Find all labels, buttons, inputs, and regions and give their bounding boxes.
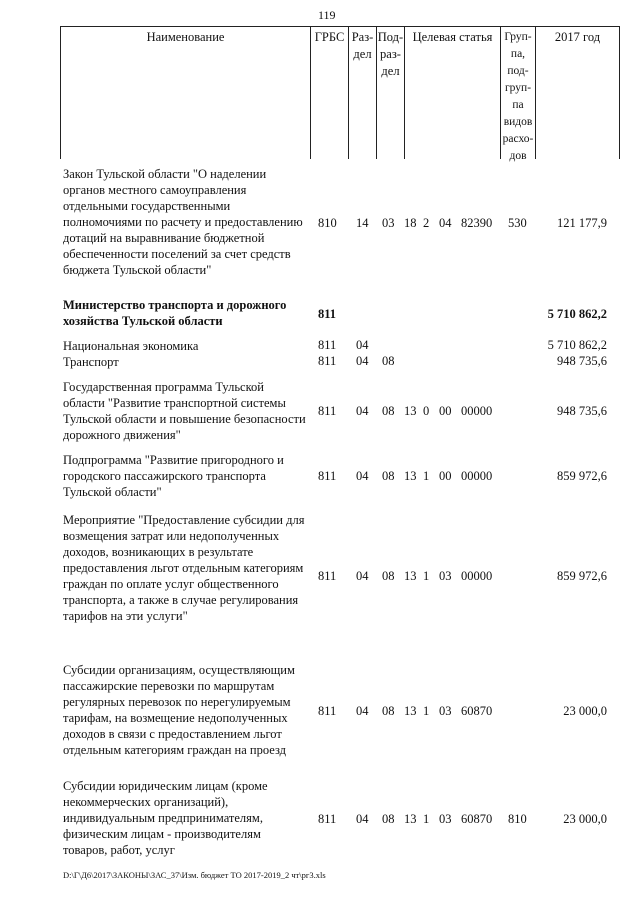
amount-cell: 859 972,6 (557, 469, 607, 483)
target-part4: 00000 (461, 404, 493, 418)
amount-cell: 859 972,6 (557, 569, 607, 583)
target-part1: 13 (404, 404, 417, 418)
razdel-cell: 04 (356, 704, 369, 718)
target-part3: 04 (439, 216, 452, 230)
target-part3: 03 (439, 812, 452, 826)
row-name: Подпрограмма "Развитие пригородного и городского пассажирского транспорта Тульской области" (63, 453, 284, 499)
grbs-cell: 811 (318, 469, 337, 483)
grbs-cell: 810 (318, 216, 337, 230)
header-podrazdel: Под-раз-дел (377, 27, 405, 159)
target-part1: 18 (404, 216, 417, 230)
row-name: Субсидии юридическим лицам (кроме некоммерческих организаций), индивидуальным предпринимателям, физическим лицам - производителям товаров, работ, услуг (63, 779, 268, 857)
page-number: 119 (318, 8, 336, 22)
row-name: Министерство транспорта и дорожного хозяйства Тульской области (63, 298, 287, 328)
razdel-cell: 04 (356, 469, 369, 483)
row-name: Субсидии организациям, осуществляющим пассажирские перевозки по маршрутам регулярных перевозок по нерегулируемым тарифам, на возмещение недополученных доходов в связи с предоставлением льгот отдельным категориям граждан на проезд (63, 663, 295, 757)
amount-cell: 23 000,0 (563, 704, 607, 718)
target-part2: 2 (423, 216, 430, 230)
target-part1: 13 (404, 469, 417, 483)
podrazdel-cell: 08 (382, 354, 395, 368)
podrazdel-cell: 08 (382, 812, 395, 826)
grbs-cell: 811 (318, 704, 337, 718)
row-name: Государственная программа Тульской области "Развитие транспортной системы Тульской области и повышение безопасности дорожного движения" (63, 380, 306, 442)
target-part4: 00000 (461, 569, 493, 583)
target-part4: 00000 (461, 469, 493, 483)
table-header (60, 26, 620, 162)
target-part1: 13 (404, 704, 417, 718)
amount-cell: 5 710 862,2 (547, 338, 607, 352)
target-part2: 1 (423, 469, 430, 483)
header-name: Наименование (61, 27, 311, 159)
target-part4: 82390 (461, 216, 493, 230)
podrazdel-cell: 08 (382, 704, 395, 718)
target-part1: 13 (404, 812, 417, 826)
grbs-cell: 811 (318, 569, 337, 583)
target-part3: 03 (439, 569, 452, 583)
group-cell: 530 (508, 216, 527, 230)
razdel-cell: 14 (356, 216, 369, 230)
target-part2: 1 (423, 812, 430, 826)
razdel-cell: 04 (356, 404, 369, 418)
grbs-cell: 811 (318, 354, 337, 368)
header-year: 2017 год (536, 27, 620, 159)
razdel-cell: 04 (356, 338, 369, 352)
amount-cell: 5 710 862,2 (547, 307, 607, 321)
target-part3: 03 (439, 704, 452, 718)
header-razdel: Раз-дел (349, 27, 377, 159)
razdel-cell: 04 (356, 812, 369, 826)
podrazdel-cell: 08 (382, 569, 395, 583)
amount-cell: 23 000,0 (563, 812, 607, 826)
row-name: Мероприятие "Предоставление субсидии для возмещения затрат или недополученных доходов, возникающих в результате предоставления льгот отдельным категориям граждан по оплате услуг общественного транспорта, а также в случае регулирования тарифов на эти услуги" (63, 513, 305, 623)
row-name: Транспорт (63, 355, 119, 369)
grbs-cell: 811 (318, 307, 337, 321)
row-name: Закон Тульской области "О наделении органов местного самоуправления отдельными государственными полномочиями по расчету и предоставлению дотаций на выравнивание бюджетной обеспеченности поселений за счет средств бюджета Тульской области" (63, 167, 303, 277)
grbs-cell: 811 (318, 404, 337, 418)
target-part2: 1 (423, 569, 430, 583)
amount-cell: 948 735,6 (557, 354, 607, 368)
header-group: Груп-па, под-груп-па видов расхо-дов (501, 27, 536, 159)
podrazdel-cell: 08 (382, 404, 395, 418)
amount-cell: 121 177,9 (557, 216, 607, 230)
row-name: Национальная экономика (63, 339, 199, 353)
header-target: Целевая статья (405, 27, 501, 159)
grbs-cell: 811 (318, 812, 337, 826)
target-part4: 60870 (461, 704, 493, 718)
target-part2: 0 (423, 404, 430, 418)
amount-cell: 948 735,6 (557, 404, 607, 418)
header-grbs: ГРБС (311, 27, 349, 159)
razdel-cell: 04 (356, 354, 369, 368)
group-cell: 810 (508, 812, 527, 826)
podrazdel-cell: 03 (382, 216, 395, 230)
footer-path: D:\Г\Д6\2017\ЗАКОНЫ\ЗАС_37\Изм. бюджет ТО 2017-2019_2 чт\рг3.xls (63, 870, 326, 880)
target-part4: 60870 (461, 812, 493, 826)
target-part2: 1 (423, 704, 430, 718)
target-part1: 13 (404, 569, 417, 583)
grbs-cell: 811 (318, 338, 337, 352)
podrazdel-cell: 08 (382, 469, 395, 483)
razdel-cell: 04 (356, 569, 369, 583)
target-part3: 00 (439, 469, 452, 483)
target-part3: 00 (439, 404, 452, 418)
